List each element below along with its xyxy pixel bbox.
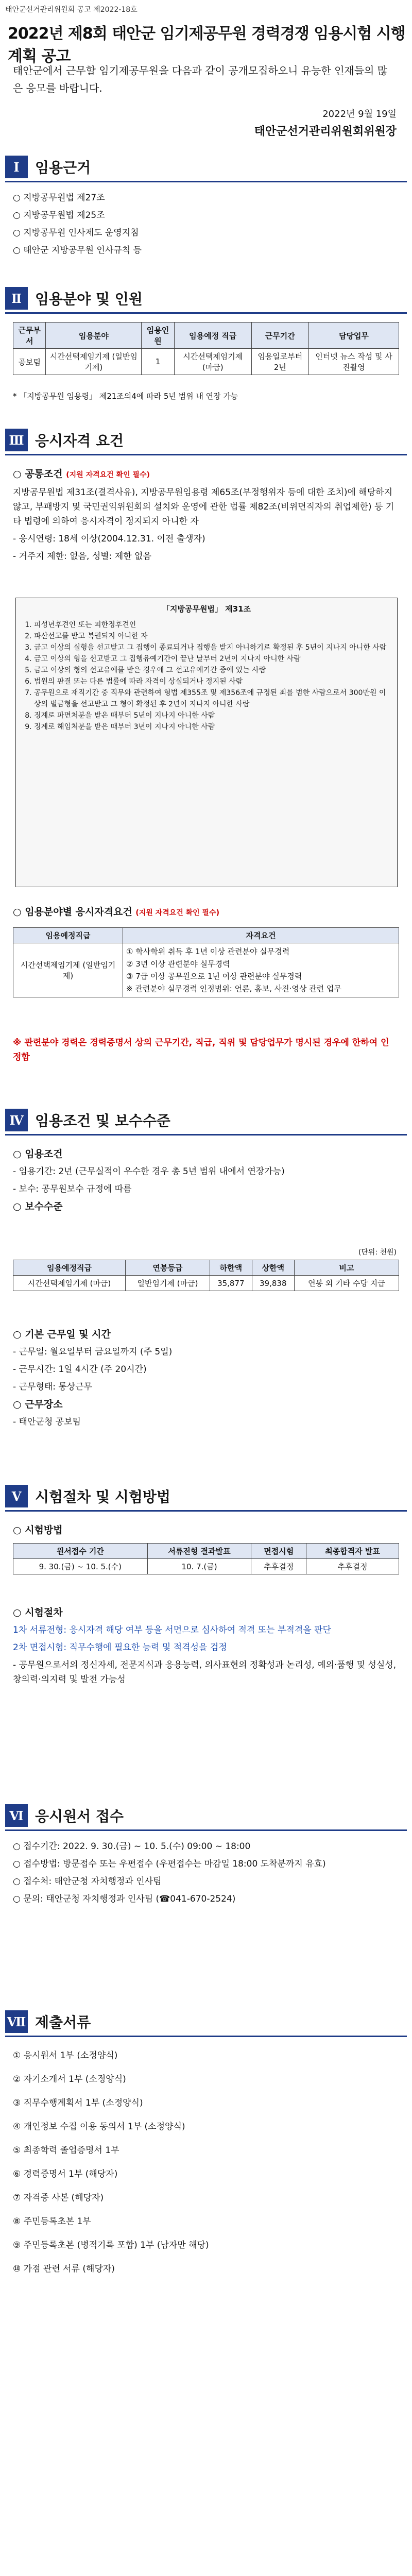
work-conditions: ○ 기본 근무일 및 시간 - 근무일: 월요일부터 금요일까지 (주 5일) - 근무시간: 1일 4시간 (주 20시간) - 근무형태: 통상근무 ○ 근무장소 - 태안군청 공보팀	[13, 1329, 173, 1427]
issuer-block	[254, 106, 397, 141]
recruitment-table	[13, 322, 399, 375]
list-item: ○ 지방공무원법 제27조	[13, 193, 105, 203]
section-number: Ⅲ	[5, 429, 28, 451]
section-number: Ⅵ	[5, 1804, 28, 1827]
table-header: 담당업무	[308, 323, 399, 349]
list-item: ⑥ 경력증명서 1부 (해당자)	[13, 2169, 118, 2179]
divider	[5, 2036, 407, 2037]
table-note: * 「지방공무원 임용령」 제21조의4에 따라 5년 범위 내 연장 가능	[13, 392, 238, 401]
divider	[5, 1510, 407, 1512]
schedule-title: ○ 시험방법	[13, 1524, 63, 1536]
table-row: 시간선택제임기제 (마급) 일반임기제 (마급) 35,877 39,838 연봉 외 기타 수당 지급	[13, 1276, 399, 1291]
section-label: 임용조건 및 보수수준	[35, 1112, 170, 1129]
table-header: 근무부서	[13, 323, 46, 349]
employment-conditions: ○ 임용조건 - 임용기간: 2년 (근무실적이 우수한 경우 총 5년 범위 내에서 연장가능) - 보수: 공무원보수 규정에 따름 ○ 보수수준	[13, 1148, 285, 1212]
section-number: Ⅱ	[5, 287, 28, 310]
requirements-table: 임용예정직급 자격요건 시간선택제임기제 (일반임기제) ① 학사학위 취득 후 1년 이상 관련분야 실무경력 ② 3년 이상 관련분야 실무경력 ③ 7급 이상 공무원으로 1년 이상 관련분야 실무경력 ※ 관련분야 실무경력 인정범위: 언론, 홍보, 사진·영상 관련 업무	[13, 927, 399, 997]
list-item: ③ 직무수행계획서 1부 (소정양식)	[13, 2098, 143, 2108]
list-item: ⑩ 가점 관련 서류 (해당자)	[13, 2264, 115, 2274]
section-label: 응시원서 접수	[35, 1808, 124, 1825]
table-header: 임용예정 직급	[174, 323, 251, 349]
section-5-header	[5, 1484, 407, 1509]
list-item: ○ 지방공무원법 제25조	[13, 210, 105, 221]
list-item: ② 자기소개서 1부 (소정양식)	[13, 2074, 126, 2084]
section-7-header	[5, 2009, 407, 2034]
section-label: 제출서류	[35, 2014, 91, 2031]
table-header: 근무기간	[251, 323, 308, 349]
section-4-header	[5, 1108, 407, 1132]
divider	[5, 312, 407, 314]
section-6-header	[5, 1803, 407, 1828]
table-row: 공보팀 시간선택제임기제 (일반임기제) 1 시간선택제임기제 (마급) 임용일로부터 2년 인터넷 뉴스 작성 및 사진촬영	[13, 349, 399, 375]
list-item: ⑨ 주민등록초본 (병적기록 포함) 1부 (남자만 해당)	[13, 2240, 209, 2250]
general-requirements: ○ 공통조건 (지원 자격요건 확인 필수) 지방공무원법 제31조(결격사유), 지방공무원임용령 제65조(부정행위자 등에 대한 조치)에 해당하지 않고, 부패방지 및 국민권익위원회의 설치와 운영에 관한 법률 제82조(비위면직자의 취업제한) 등 기타 법령에 의하여 응시자격이 정지되지 아니한 자 - 응시연령: 18세 이상(2004.12.31. 이전 출생자) - 거주지 제한: 없음, 성별: 제한 없음	[13, 468, 394, 562]
pay-unit: (단위: 천원)	[358, 1248, 397, 1257]
section-1-header	[5, 155, 407, 179]
section-label: 응시자격 요건	[35, 432, 124, 449]
disqualification-box: 「지방공무원법」 제31조 1. 피성년후견인 또는 피한정후견인 2. 파산선고를 받고 복권되지 아니한 자 3. 금고 이상의 실형을 선고받고 그 집행이 종료되거나 집행을 받지 아니하기로 확정된 후 5년이 지나지 아니한 사람 4. 금고 이상의 형을 선고받고 그 집행유예기간이 끝난 날부터 2년이 지나지 아니한 사람 5. 금고 이상의 형의 선고유예를 받은 경우에 그 선고유예기간 중에 있는 사람 6. 법원의 판결 또는 다른 법률에 따라 자격이 상실되거나 정지된 사람 7. 공무원으로 재직기간 중 직무와 관련하여 형법 제355조 및 제356조에 규정된 죄를 범한 사람으로서 300만원 이상의 벌금형을 선고받고 그 형이 확정된 후 2년이 지나지 아니한 사람 8. 징계로 파면처분을 받은 때부터 5년이 지나지 아니한 사람 9. 징계로 해임처분을 받은 때부터 3년이 지나지 아니한 사람	[15, 598, 398, 887]
exam-steps: ○ 시험절차 1차 서류전형: 응시자격 해당 여부 등을 서면으로 심사하여 적격 또는 부적격을 판단 2차 면접시험: 직무수행에 필요한 능력 및 적격성을 검정 - 공무원으로서의 정신자세, 전문지식과 응용능력, 의사표현의 정확성과 논리성, 예의·품행 및 성실성, 창의력·의지력 및 발전 가능성	[13, 1607, 397, 1685]
table-header: 임용인원	[142, 323, 174, 349]
divider	[5, 454, 407, 455]
list-item: ④ 개인정보 수집 이용 동의서 1부 (소정양식)	[13, 2122, 185, 2132]
schedule-table: 원서접수 기간 서류전형 결과발표 면접시험 최종합격자 발표 9. 30.(금) ~ 10. 5.(수) 10. 7.(금) 추후결정 추후결정	[13, 1543, 399, 1574]
list-item: ○ 태안군 지방공무원 인사규칙 등	[13, 245, 142, 256]
table-row: 시간선택제임기제 (일반임기제) ① 학사학위 취득 후 1년 이상 관련분야 실무경력 ② 3년 이상 관련분야 실무경력 ③ 7급 이상 공무원으로 1년 이상 관련분야 실무경력 ※ 관련분야 실무경력 인정범위: 언론, 홍보, 사진·영상 관련 업무	[13, 943, 399, 997]
section-label: 시험절차 및 시험방법	[35, 1488, 170, 1505]
section-label: 임용분야 및 인원	[35, 291, 143, 308]
special-requirements-title: ○ 임용분야별 응시자격요건 (지원 자격요건 확인 필수)	[13, 906, 219, 918]
career-warning: ※ 관련분야 경력은 경력증명서 상의 근무기간, 직급, 직위 및 담당업무가 명시된 경우에 한하여 인정함	[13, 1038, 389, 1062]
divider	[5, 181, 407, 182]
section-number: Ⅰ	[5, 156, 28, 178]
list-item: ○ 지방공무원 인사제도 운영지침	[13, 228, 139, 238]
page-title: 2022년 제8회 태안군 임기제공무원 경력경쟁 임용시험 시행계획 공고	[8, 25, 405, 65]
list-item: ⑧ 주민등록초본 1부	[13, 2216, 91, 2227]
notice-date: 2022년 9월 19일	[322, 109, 397, 120]
table-header: 임용분야	[46, 323, 142, 349]
section-label: 임용근거	[35, 159, 91, 176]
list-item: ① 응시원서 1부 (소정양식)	[13, 2050, 118, 2061]
issuer-name: 태안군선거관리위원회위원장	[254, 125, 397, 138]
list-item: ⑤ 최종학력 졸업증명서 1부	[13, 2145, 119, 2156]
table-row: 9. 30.(금) ~ 10. 5.(수) 10. 7.(금) 추후결정 추후결정	[13, 1559, 399, 1574]
section-2-header	[5, 286, 407, 311]
divider	[5, 1829, 407, 1831]
section-3-header	[5, 428, 407, 452]
notice-number: 태안군선거관리위원회 공고 제2022-18호	[5, 6, 138, 14]
section-number: Ⅳ	[5, 1109, 28, 1131]
required-documents	[13, 2045, 397, 2282]
application-info: ○ 접수기간: 2022. 9. 30.(금) ~ 10. 5.(수) 09:00 ~ 18:00 ○ 접수방법: 방문접수 또는 우편접수 (우편접수는 마감일 18:00 도착분까지 유효) ○ 접수처: 태안군청 자치행정과 인사팀 ○ 문의: 태안군청 자치행정과 인사팀 (☎041-670-2524)	[13, 1841, 326, 1904]
list-item: ⑦ 자격증 사본 (해당자)	[13, 2193, 104, 2203]
section-1-body	[13, 191, 397, 261]
intro-text: 태안군에서 근무할 임기제공무원을 다음과 같이 공개모집하오니 유능한 인재들의 많은 응모를 바랍니다.	[13, 64, 388, 94]
divider	[5, 1134, 407, 1136]
section-number: Ⅶ	[5, 2010, 28, 2033]
section-number: Ⅴ	[5, 1485, 28, 1507]
pay-table: 임용예정직급 연봉등급 하한액 상한액 비고 시간선택제임기제 (마급) 일반임기제 (마급) 35,877 39,838 연봉 외 기타 수당 지급	[13, 1260, 399, 1291]
